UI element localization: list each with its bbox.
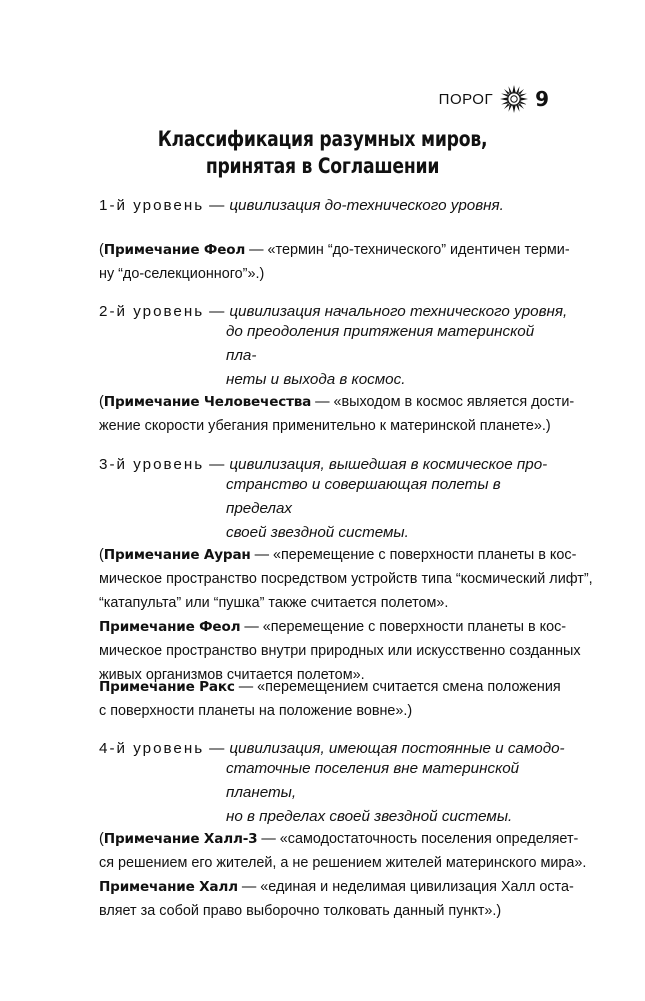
level-label: 4-й уровень (99, 740, 205, 757)
level-3 (99, 456, 559, 545)
note-open-paren: ( (99, 242, 104, 258)
note-auran (99, 543, 593, 615)
note-author: Примечание Ракс (99, 679, 235, 695)
note-text: ся решением его жителей, а не решением жителей материнского мира». (99, 855, 587, 871)
note-open-paren: ( (99, 547, 104, 563)
note-author: Примечание Ауран (103, 547, 251, 563)
title-line-2: принятая в Соглашении (205, 154, 440, 178)
level-1 (99, 197, 559, 214)
note-text: живых организмов считается полетом». (99, 667, 365, 683)
note-text: — «единая и неделимая цивилизация Халл оста- (241, 879, 574, 895)
note-author: Примечание Халл (99, 879, 238, 895)
level-description: неты и выхода в космос. (226, 371, 406, 388)
note-hall (99, 875, 574, 923)
note-raks (99, 675, 559, 723)
level-description: странство и совершающая полеты в пределах (226, 476, 501, 517)
note-feol-1 (99, 238, 570, 286)
page-number: 9 (535, 87, 549, 111)
level-2 (99, 303, 568, 392)
running-header (439, 84, 549, 114)
note-text: — «выходом в космос является дости- (315, 394, 575, 410)
level-description: до преодоления притяжения материнской пла- (226, 323, 535, 364)
level-description: своей звездной системы. (226, 524, 409, 541)
note-text: — «самодостаточность поселения определяет- (261, 831, 579, 847)
note-author: Примечание Феол (103, 242, 246, 258)
note-author: Примечание Феол (99, 619, 241, 635)
title-line-1: Классификация разумных миров, (157, 127, 488, 151)
note-humanity (99, 390, 575, 438)
note-hall-3 (99, 827, 587, 875)
level-4 (99, 740, 565, 829)
level-dash: — (209, 456, 225, 473)
note-text: — «перемещение с поверхности планеты в кос- (254, 547, 577, 563)
note-author: Примечание Халл-3 (103, 831, 258, 847)
sun-emblem-icon (499, 84, 529, 114)
note-text: вляет за собой право выборочно толковать данный пункт».) (99, 903, 502, 919)
level-description: но в пределах своей звездной системы. (226, 808, 513, 825)
note-text: ну “до-селекционного”».) (99, 266, 265, 282)
note-text: с поверхности планеты на положение вовне».) (99, 703, 413, 719)
page-title (58, 126, 587, 180)
note-text: мическое пространство внутри природных или искусственно созданных (99, 643, 581, 659)
level-dash: — (209, 303, 225, 320)
note-text: — «перемещением считается смена положения (238, 679, 561, 695)
note-text: жение скорости убегания применительно к материнской планете».) (99, 418, 551, 434)
level-dash: — (209, 197, 225, 214)
note-text: — «термин “до-технического” идентичен терми- (249, 242, 570, 258)
note-open-paren: ( (99, 831, 104, 847)
note-text: “катапульта” или “пушка” также считается полетом». (99, 595, 449, 611)
note-text: мическое пространство посредством устройств типа “космический лифт”, (99, 571, 593, 587)
note-open-paren: ( (99, 394, 104, 410)
level-description: цивилизация, имеющая постоянные и самодо- (229, 740, 565, 757)
level-description: статочные поселения вне материнской планеты, (226, 760, 520, 801)
note-author: Примечание Человечества (103, 394, 312, 410)
level-description: цивилизация до-технического уровня. (229, 197, 504, 214)
level-label: 3-й уровень (99, 456, 205, 473)
running-title: ПОРОГ (438, 90, 494, 108)
level-description: цивилизация, вышедшая в космическое про- (229, 456, 548, 473)
level-label: 1-й уровень (99, 197, 205, 214)
note-text: — «перемещение с поверхности планеты в кос- (244, 619, 567, 635)
level-label: 2-й уровень (99, 303, 205, 320)
level-description: цивилизация начального технического уровня, (229, 303, 568, 320)
level-dash: — (209, 740, 225, 757)
